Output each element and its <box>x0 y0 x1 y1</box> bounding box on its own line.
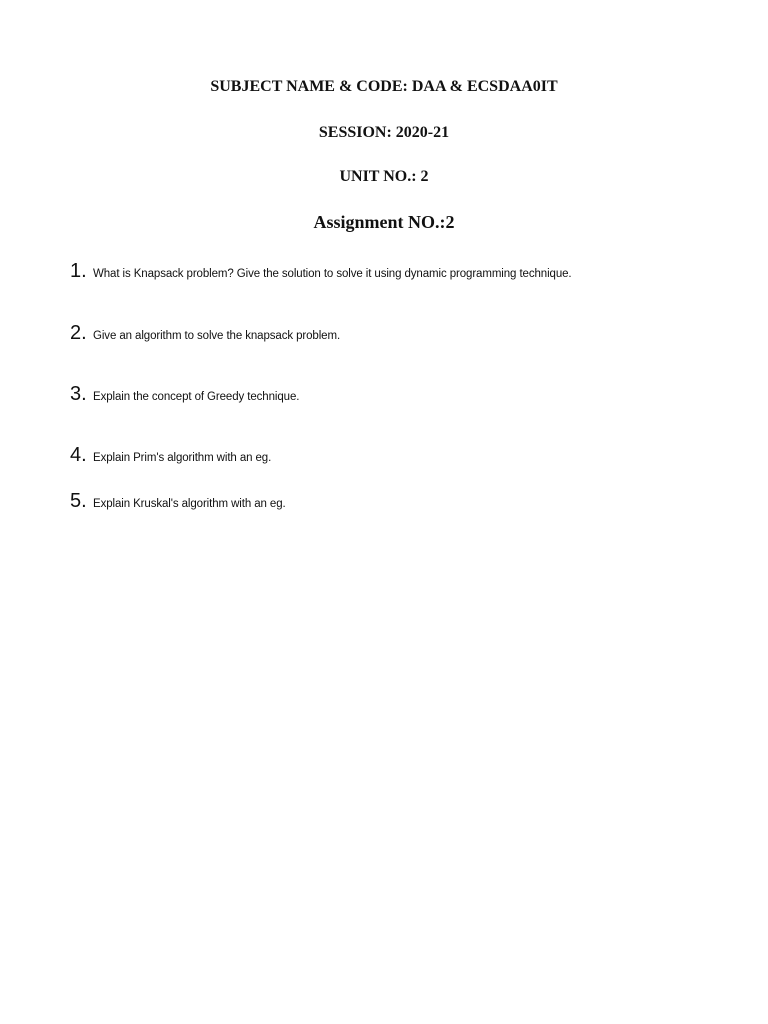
question-number: 3. <box>70 383 87 405</box>
question-number: 1. <box>70 260 87 282</box>
session-heading: SESSION: 2020-21 <box>318 124 450 141</box>
subject-heading: SUBJECT NAME & CODE: DAA & ECSDAA0IT <box>210 78 558 95</box>
assignment-heading: Assignment NO.:2 <box>313 212 455 232</box>
question-item <box>70 260 750 283</box>
question-item <box>70 322 750 345</box>
question-number: 2. <box>70 322 87 344</box>
unit-heading: UNIT NO.: 2 <box>339 168 429 185</box>
question-number: 5. <box>70 490 87 512</box>
question-item <box>70 444 750 467</box>
question-text: Explain Prim's algorithm with an eg. <box>93 452 272 464</box>
question-text: Explain Kruskal's algorithm with an eg. <box>93 498 286 510</box>
question-item <box>70 490 750 513</box>
question-item <box>70 383 750 406</box>
question-number: 4. <box>70 444 87 466</box>
question-text: Explain the concept of Greedy technique. <box>93 391 300 403</box>
question-text: Give an algorithm to solve the knapsack problem. <box>93 330 341 342</box>
question-text: What is Knapsack problem? Give the solution to solve it using dynamic programming technique. <box>93 268 572 280</box>
